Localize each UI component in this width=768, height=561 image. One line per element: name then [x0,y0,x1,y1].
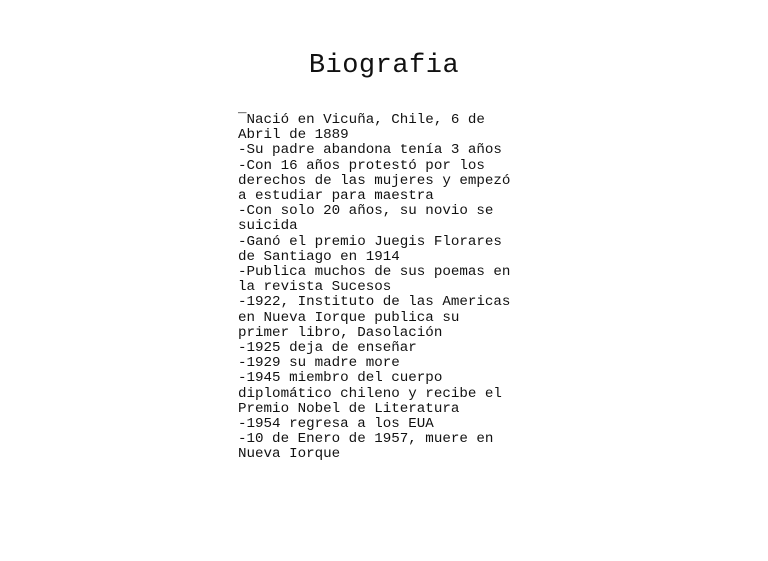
text-line: -Ganó el premio Juegis Florares [238,233,502,250]
biography-text [238,111,538,463]
text-line: -Su padre abandona tenía 3 años [238,142,502,159]
text-line: primer libro, Dasolación [238,324,443,341]
text-line: a estudiar para maestra [238,188,434,205]
text-line: -10 de Enero de 1957, muere en [238,431,494,448]
text-line: -Con solo 20 años, su novio se [238,203,494,220]
text-line: -1929 su madre more [238,355,400,372]
text-line: en Nueva Iorque publica su [238,309,460,326]
text-line: -Con 16 años protestó por los [238,157,485,174]
text-line: la revista Sucesos [238,279,392,296]
text-line: -Publica muchos de sus poemas en [238,264,511,281]
text-line: -1925 deja de enseñar [238,340,417,357]
text-line: ‾Nació en Vicuña, Chile, 6 de [238,112,485,128]
text-line: derechos de las mujeres y empezó [238,172,511,189]
text-line: Premio Nobel de Literatura [238,400,460,417]
text-line: -1922, Instituto de las Americas [238,294,511,311]
slide-title: Biografia [308,51,460,81]
text-line: diplomático chileno y recibe el [238,385,502,402]
text-line: Abril de 1889 [238,127,349,144]
text-line: de Santiago en 1914 [238,248,400,265]
text-line: -1945 miembro del cuerpo [238,370,443,387]
text-line: suicida [238,218,298,235]
text-line: -1954 regresa a los EUA [238,416,434,433]
text-line: Nueva Iorque [238,446,341,463]
